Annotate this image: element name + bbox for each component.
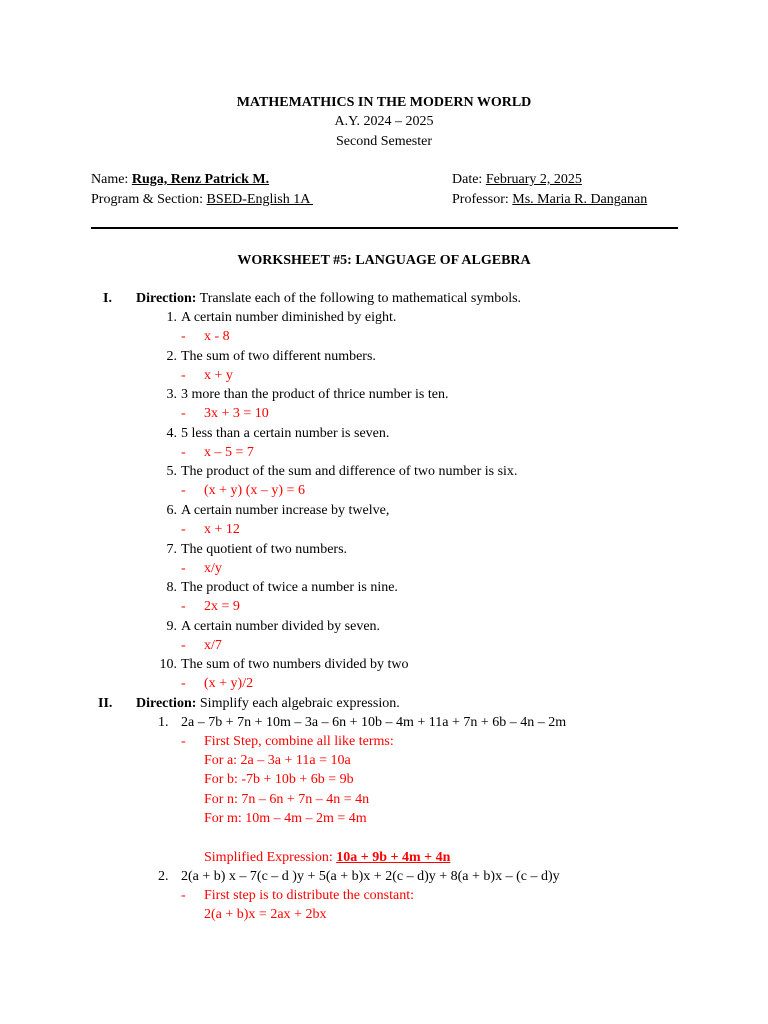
part1-item-number: 5. — [166, 464, 177, 479]
part1-item-answer: x + 12 — [204, 522, 240, 537]
course-title: MATHEMATHICS IN THE MODERN WORLD — [236, 95, 532, 110]
date-value: February 2, 2025 — [485, 172, 582, 187]
part2-item1-step-title: First Step, combine all like terms: — [204, 734, 394, 749]
part2-item2-line1: 2(a + b)x = 2ax + 2bx — [204, 907, 327, 922]
name-value: Ruga, Renz Patrick M. — [131, 172, 270, 187]
part1-item-dash: - — [181, 522, 186, 537]
part2-direction — [136, 694, 400, 713]
part1-item-answer: x/7 — [204, 638, 222, 653]
part2-item2-dash: - — [181, 888, 186, 903]
part1-direction — [136, 289, 521, 308]
part2-item1-line-m: For m: 10m – 4m – 2m = 4m — [204, 811, 367, 826]
part1-item-answer: x/y — [204, 561, 222, 576]
part2-numeral: II. — [98, 696, 113, 711]
header-divider — [91, 227, 678, 229]
part1-item-answer: 3x + 3 = 10 — [204, 406, 269, 421]
simplified-label: Simplified Expression: — [204, 850, 333, 865]
part2-item1-number: 1. — [158, 715, 169, 730]
name-row — [91, 170, 269, 189]
part1-item-question: A certain number increase by twelve, — [181, 503, 390, 518]
part1-item-dash: - — [181, 676, 186, 691]
part1-item-number: 10. — [159, 657, 177, 672]
part1-item-number: 8. — [166, 580, 177, 595]
professor-value: Ms. Maria R. Danganan — [512, 192, 648, 207]
part1-item-number: 6. — [166, 503, 177, 518]
part1-item-dash: - — [181, 561, 186, 576]
name-label: Name: — [91, 172, 129, 187]
part1-item-question: The sum of two numbers divided by two — [181, 657, 409, 672]
part2-item1-line-b: For b: -7b + 10b + 6b = 9b — [204, 772, 354, 787]
date-label: Date: — [452, 172, 483, 187]
part2-item1-dash: - — [181, 734, 186, 749]
part1-item-dash: - — [181, 329, 186, 344]
part2-item1-line-a: For a: 2a – 3a + 11a = 10a — [204, 753, 351, 768]
part2-item2-number: 2. — [158, 869, 169, 884]
part1-item-number: 9. — [166, 619, 177, 634]
academic-year: A.Y. 2024 – 2025 — [334, 114, 434, 129]
part2-direction-label: Direction: — [136, 696, 197, 711]
part1-item-dash: - — [181, 445, 186, 460]
part1-item-question: The product of the sum and difference of two number is six. — [181, 464, 518, 479]
part2-item2-expression: 2(a + b) x – 7(c – d )y + 5(a + b)x + 2(c – d)y + 8(a + b)x – (c – d)y — [181, 869, 560, 884]
date-row — [452, 170, 582, 189]
part1-item-answer: x + y — [204, 368, 233, 383]
program-value: BSED-English 1A — [206, 192, 314, 207]
part1-item-dash: - — [181, 599, 186, 614]
program-label: Program & Section: — [91, 192, 203, 207]
part1-item-dash: - — [181, 406, 186, 421]
part1-item-dash: - — [181, 638, 186, 653]
part1-item-question: 5 less than a certain number is seven. — [181, 426, 390, 441]
part1-item-answer: 2x = 9 — [204, 599, 240, 614]
part1-item-dash: - — [181, 368, 186, 383]
part1-item-number: 3. — [166, 387, 177, 402]
part1-item-question: A certain number divided by seven. — [181, 619, 381, 634]
part1-item-question: The product of twice a number is nine. — [181, 580, 398, 595]
part1-item-question: The sum of two different numbers. — [181, 349, 376, 364]
part1-item-question: The quotient of two numbers. — [181, 542, 348, 557]
part1-direction-label: Direction: — [136, 291, 197, 306]
part1-item-answer: x - 8 — [204, 329, 230, 344]
professor-label: Professor: — [452, 192, 509, 207]
program-row — [91, 190, 313, 209]
part1-item-answer: (x + y)/2 — [204, 676, 254, 691]
part1-item-number: 7. — [166, 542, 177, 557]
part1-item-number: 2. — [166, 349, 177, 364]
part1-direction-text: Translate each of the following to mathematical symbols. — [199, 291, 522, 306]
part1-item-dash: - — [181, 483, 186, 498]
professor-row — [452, 190, 647, 209]
simplified-value: 10a + 9b + 4m + 4n — [336, 850, 451, 865]
part1-item-question: 3 more than the product of thrice number is ten. — [181, 387, 449, 402]
worksheet-title: WORKSHEET #5: LANGUAGE OF ALGEBRA — [237, 253, 531, 268]
part1-item-question: A certain number diminished by eight. — [181, 310, 397, 325]
part1-item-number: 1. — [166, 310, 177, 325]
part2-item2-step-title: First step is to distribute the constant: — [204, 888, 414, 903]
part1-item-answer: (x + y) (x – y) = 6 — [204, 483, 305, 498]
part1-numeral: I. — [103, 291, 112, 306]
part1-item-number: 4. — [166, 426, 177, 441]
part2-direction-text: Simplify each algebraic expression. — [199, 696, 400, 711]
semester: Second Semester — [335, 134, 433, 149]
part2-item1-simplified — [204, 848, 450, 867]
part1-item-answer: x – 5 = 7 — [204, 445, 254, 460]
part2-item1-expression: 2a – 7b + 7n + 10m – 3a – 6n + 10b – 4m + 11a + 7n + 6b – 4n – 2m — [181, 715, 567, 730]
part2-item1-line-n: For n: 7n – 6n + 7n – 4n = 4n — [204, 792, 370, 807]
